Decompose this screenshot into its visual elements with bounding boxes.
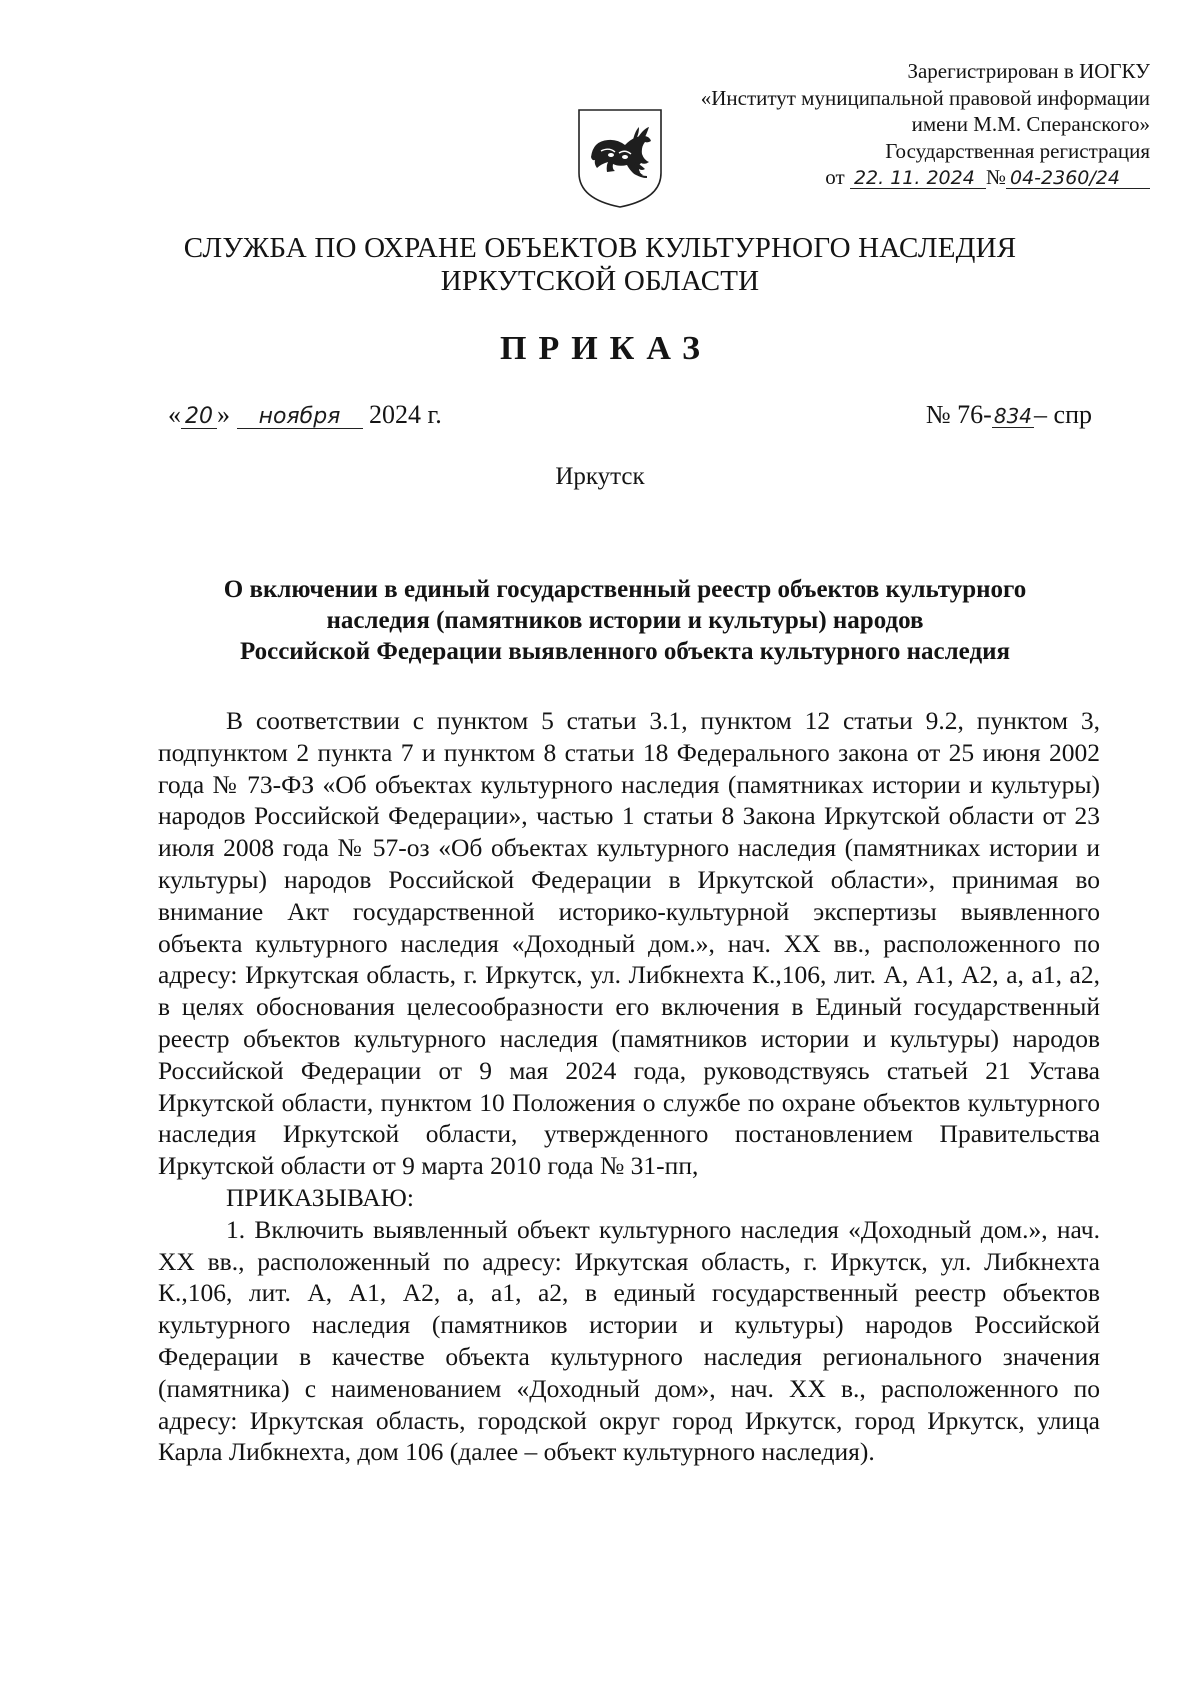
date-open-quote: « [168, 400, 181, 429]
organization-line-1: СЛУЖБА ПО ОХРАНЕ ОБЪЕКТОВ КУЛЬТУРНОГО НАСЛЕДИЯ [183, 232, 1017, 264]
preamble-paragraph: В соответствии с пунктом 5 статьи 3.1, пунктом 12 статьи 9.2, пунктом 3, подпунктом 2 пункта 7 и пунктом 8 статьи 18 Федерального закона от 25 июня 2002 года № 73-ФЗ «Об объектах культурного наследия (памятниках истории и культуры) народов Российской Федерации», частью 1 статьи 8 Закона Иркутской области от 23 июля 2008 года № 57-оз «Об объектах культурного наследия (памятниках истории и культуры) народов Российской Федерации в Иркутской области», принимая во внимание Акт государственной историко-культурной экспертизы выявленного объекта культурного наследия «Доходный дом.», нач. XX вв., расположенного по адресу: Иркутская область, г. Иркутск, ул. Либкнехта К.,106, лит. А, А1, А2, а, а1, а2, в целях обоснования целесообразности его включения в Единый государственный реестр объектов культурного наследия (памятников истории и культуры) народов Российской Федерации от 9 мая 2024 года, руководствуясь статьей 21 Устава Иркутской области, пунктом 10 Положения о службе по охране объектов культурного наследия Иркутской области, утвержденного постановлением Правительства Иркутской области от 9 марта 2010 года № 31-пп, [158, 706, 1100, 1181]
date-month-handwritten: ноября [237, 406, 363, 429]
order-number-prefix: № 76- [925, 400, 992, 429]
registration-line-3: имени М.М. Сперанского» [911, 112, 1150, 136]
irkutsk-coat-of-arms-icon [575, 107, 665, 209]
registration-line-1: Зарегистрирован в ИОГКУ [907, 59, 1150, 83]
subject-line-2: наследия (памятников истории и культуры) народов [326, 607, 924, 634]
subject-line-1: О включении в единый государственный реестр объектов культурного [223, 576, 1027, 603]
order-directive: ПРИКАЗЫВАЮ: [226, 1182, 414, 1212]
registration-number-handwritten: 04-2360/24 [1006, 168, 1150, 189]
registration-from-label: от [825, 165, 845, 189]
registration-stamp [630, 58, 1150, 191]
organization-name [0, 232, 1200, 298]
registration-date-handwritten: 22. 11. 2024 [850, 168, 986, 189]
order-number [926, 400, 1092, 430]
date-year: 2024 г. [369, 400, 442, 429]
date-close-quote: » [217, 400, 230, 429]
date-day-handwritten: 20 [181, 406, 217, 429]
order-number-suffix: – спр [1034, 400, 1092, 429]
subject-line-3: Российской Федерации выявленного объекта культурного наследия [239, 638, 1011, 665]
registration-date-line [630, 164, 1150, 191]
order-subject [150, 574, 1100, 667]
city-name: Иркутск [555, 463, 645, 490]
registration-line-2: «Институт муниципальной правовой информации [700, 85, 1150, 110]
registration-line-4: Государственная регистрация [885, 138, 1150, 163]
registration-number-label: № [985, 165, 1006, 189]
order-item-1: 1. Включить выявленный объект культурного наследия «Доходный дом.», нач. XX вв., расположенный по адресу: Иркутская область, г. Иркутск, ул. Либкнехта К.,106, лит. А, А1, А2, а, а1, а2, в единый государственный реестр объектов культурного наследия (памятников истории и культуры) народов Российской Федерации в качестве объекта культурного наследия регионального значения (памятника) с наименованием «Доходный дом», нач. XX в., расположенного по адресу: Иркутская область, городской округ город Иркутск, город Иркутск, улица Карла Либкнехта, дом 106 (далее – объект культурного наследия). [158, 1214, 1100, 1467]
order-date [168, 400, 442, 430]
order-body [158, 705, 1100, 1468]
document-type-title: ПРИКАЗ [500, 330, 712, 367]
organization-line-2: ИРКУТСКОЙ ОБЛАСТИ [440, 265, 760, 297]
order-number-handwritten: 834 [993, 404, 1033, 428]
